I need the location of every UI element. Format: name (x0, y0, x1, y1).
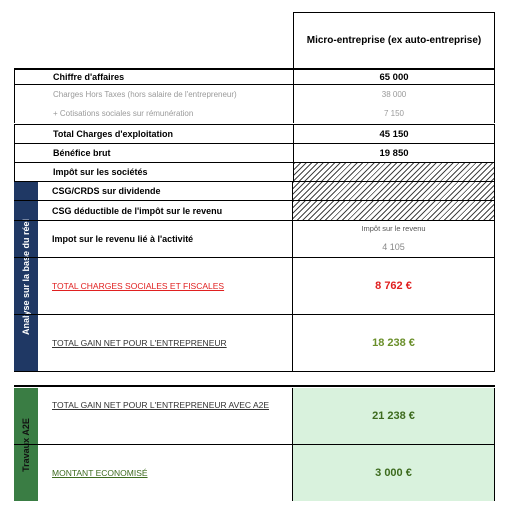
row-label: Charges Hors Taxes (hors salaire de l'entrepreneur) (53, 90, 237, 99)
row-csg-deductible (14, 201, 495, 221)
row-impot-revenu (14, 221, 495, 258)
row-label: Bénéfice brut (53, 148, 111, 158)
row-label: Total Charges d'exploitation (53, 129, 173, 139)
row-value: 8 762 € (375, 280, 412, 292)
row-total-charges-sociales (14, 258, 495, 315)
section-divider (14, 385, 495, 387)
row-label: Chiffre d'affaires (53, 72, 125, 82)
row-total-charges (14, 124, 495, 144)
row-gain-net-a2e (14, 388, 495, 445)
row-impot-societes (14, 163, 495, 182)
hatched-cell (294, 163, 494, 181)
row-label: TOTAL GAIN NET POUR L'ENTREPRENEUR AVEC A2E (52, 400, 270, 410)
side-label-reel: Analyse sur la base du réel (21, 218, 31, 336)
column-header-title: Micro-entreprise (ex auto-entreprise) (306, 34, 482, 46)
side-label-a2e: Travaux A2E (21, 417, 32, 472)
row-label: TOTAL GAIN NET POUR L'ENTREPRENEUR (52, 338, 227, 348)
row-value: 21 238 € (372, 410, 415, 422)
row-value: 4 105 (382, 242, 405, 252)
row-cotisations (14, 104, 495, 123)
row-label: Impot sur le revenu lié à l'activité (52, 234, 194, 244)
row-value: 65 000 (379, 71, 409, 83)
row-value: 45 150 (379, 128, 409, 140)
hatched-cell (293, 182, 494, 200)
row-total-gain-net (14, 315, 495, 372)
row-value: 19 850 (379, 147, 409, 159)
row-csg-crds (14, 182, 495, 201)
row-montant-economise (14, 445, 495, 501)
row-label: + Cotisations sociales sur rémunération (53, 109, 194, 118)
row-charges-ht (14, 85, 495, 104)
row-value: 18 238 € (372, 337, 415, 349)
row-value: 7 150 (383, 109, 405, 118)
row-benefice-brut (14, 144, 495, 163)
row-chiffre-affaires (14, 68, 495, 85)
row-value: 38 000 (381, 90, 407, 99)
row-label: TOTAL CHARGES SOCIALES ET FISCALES (52, 281, 225, 291)
row-sublabel: Impôt sur le revenu (361, 224, 426, 233)
hatched-cell (293, 201, 494, 220)
row-label: Impôt sur les sociétés (53, 167, 148, 177)
row-label: MONTANT ECONOMISÉ (52, 468, 148, 478)
row-label: CSG/CRDS sur dividende (52, 186, 161, 196)
row-label: CSG déductible de l'impôt sur le revenu (52, 205, 223, 216)
row-value: 3 000 € (375, 467, 412, 479)
